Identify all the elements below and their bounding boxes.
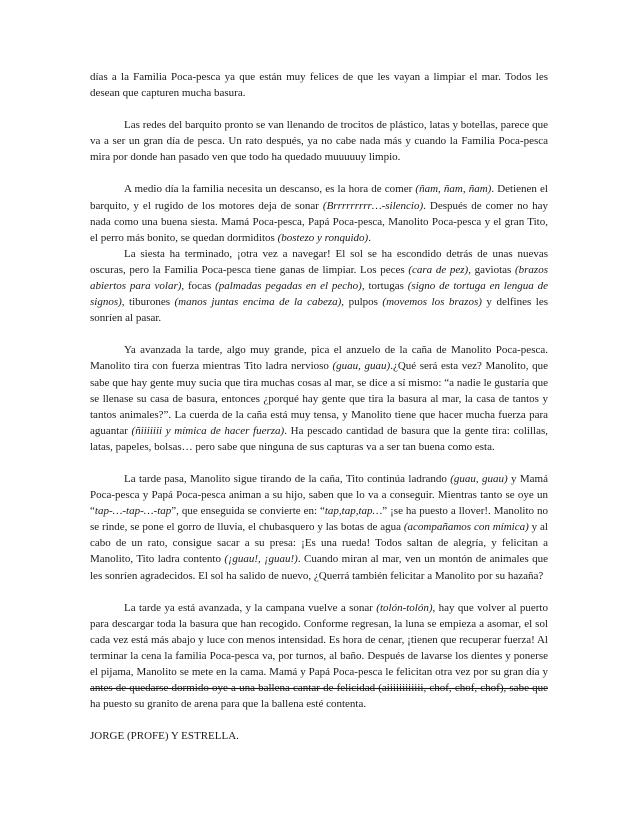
text-span: , tortugas	[361, 280, 408, 293]
text-span: , gaviotas	[468, 263, 515, 276]
text-span: La tarde pasa, Manolito sigue tirando de la caña, Tito continúa ladrando	[124, 472, 451, 485]
sound-effect: tap,tap,tap…	[324, 505, 383, 518]
text-span: . Después de comer no hay nada como una buena siesta. Mamá Poca-pesca, Papá Poca-pesca, Manolito Poca-pesca y el gran Tito, el perro más bonito, se quedan dormiditos	[90, 199, 548, 244]
sound-effect: (guau, guau)	[450, 472, 508, 485]
text-span: y delfines les sonríen al pasar.	[90, 296, 548, 325]
paragraph-5	[90, 342, 548, 455]
story-body	[90, 69, 548, 760]
text-span: . Detienen el barquito, y el rugido de los motores deja de sonar	[90, 183, 548, 212]
text-span: Ya avanzada la tarde, algo muy grande, pica el anzuelo de la caña de Manolito Poca-pesca. Manolito tira con fuerza mientras Tito ladra nervioso	[90, 344, 548, 373]
text-span: . Ha pescado cantidad de basura que la gente tira: colillas, latas, papeles, bolsas… pero sabe que ninguna de sus capturas va a ser tan buena como esta.	[90, 424, 548, 453]
text-span: La siesta ha terminado, ¡otra vez a navegar! El sol se ha escondido detrás de unas nuevas oscuras, pero la Familia Poca-pesca tiene ganas de limpiar. Los peces	[90, 247, 548, 276]
text-span: , pulpos	[341, 296, 383, 309]
gesture-cue: (palmadas pegadas en el pecho)	[215, 280, 362, 293]
text-span: ” ¡se ha puesto a llover!. Manolito no se rinde, se pone el gorro de lluvia, el chubasquero y las botas de agua	[90, 505, 548, 534]
text-span: , focas	[181, 280, 216, 293]
gesture-cue: (manos juntas encima de la cabeza)	[174, 296, 342, 309]
gesture-cue: (brazos abiertos para volar)	[90, 263, 548, 293]
text-span: .¿Qué será esta vez? Manolito, que sabe que hay gente muy sucia que tira muchas cosas al mar, se dice a sí mismo: “a nadie le gustaría que se llenase su casa de basura, entonces ¿porqué hay gente que tira la basura al mar, la casa de tantos y tantos animales?”. La cuerda de la caña está muy tensa, y Manolito tiene que hacer mucha fuerza para aguantar	[90, 360, 548, 437]
text-span: La tarde ya está avanzada, y la campana vuelve a sonar	[124, 601, 377, 614]
text-span: y Mamá Poca-pesca y Papá Poca-pesca animan a su hijo, saben que lo va a conseguir. Mientras tanto se oye un “	[90, 472, 548, 518]
text-span: , tiburones	[121, 296, 175, 309]
paragraph-3	[90, 181, 548, 245]
paragraph-6	[90, 471, 548, 584]
sound-effect: (ñam, ñam, ñam)	[415, 183, 492, 196]
gesture-cue: (cara de pez)	[408, 263, 469, 276]
sound-effect: (bostezo y ronquido)	[277, 231, 369, 244]
text-span: A medio día la familia necesita un descanso, es la hora de comer	[124, 183, 416, 196]
horizontal-rule	[90, 688, 548, 689]
text-span: . Cuando miran al mar, ven un montón de animales que les sonríen agradecidos. El sol ha salido de nuevo, ¿Querrá también felicitar a Manolito por su hazaña?	[90, 553, 548, 582]
paragraph-4	[90, 246, 548, 326]
gesture-cue: (movemos los brazos)	[382, 296, 482, 309]
author-signature: JORGE (PROFE) Y ESTRELLA.	[90, 730, 239, 743]
paragraph-1	[90, 69, 548, 101]
text-span: , hay que volver al puerto para descargar toda la basura que han recogido. Conforme regresan, la luna se empieza a asomar, el sol cada vez está más abajo y luce con menos intensidad. Es hora de cenar, ¡tienen que recuperar fuerza! Al terminar la cena la familia Poca-pesca va, por turnos, al baño. Después de lavarse los dientes y ponerse el pijama, Manolito se mete en la cama. Mamá y Papá Poca-pesca le felicitan otra vez por su gran día y antes de quedarse dormido oye a una ballena cantar de felicidad (aiiiiiiiiiiii, chof, chof, chof), sabe que ha puesto su granito de arena para que la ballena esté contenta.	[90, 601, 548, 711]
gesture-cue: (ñiiiiiii y mímica de hacer fuerza)	[131, 424, 285, 437]
gesture-cue: (acompañamos con mímica)	[403, 521, 529, 534]
sound-effect: tap-…-tap-…-tap	[94, 505, 172, 518]
text-span: días a la Familia Poca-pesca ya que están muy felices de que les vayan a limpiar el mar. Todos les desean que capturen mucha basura.	[90, 71, 548, 100]
sound-effect: (¡guau!, ¡guau!)	[224, 553, 298, 566]
text-span: ”, que enseguida se convierte en: “	[171, 505, 325, 518]
text-span: .	[368, 231, 371, 244]
text-span: y al cabo de un rato, consigue sacar a su presa: ¡Es una rueda! Todos saltan de alegría, y felicitan a Manolito, Tito ladra contento	[90, 521, 548, 566]
paragraph-2	[90, 117, 548, 165]
paragraph-7	[90, 600, 548, 713]
gesture-cue: (signo de tortuga en lengua de signos)	[90, 280, 548, 309]
sound-effect: (Brrrrrrrrr…-silencio)	[322, 199, 424, 212]
text-span: Las redes del barquito pronto se van llenando de trocitos de plástico, latas y botellas, parece que va a ser un gran día de pesca. Un rato después, ya no cabe nada más y cuando la Familia Poca-pesca mira por donde han pasado ven que todo ha quedado muuuuuy limpio.	[90, 119, 548, 164]
sound-effect: (guau, guau)	[332, 360, 391, 373]
sound-effect: (tolón-tolón)	[376, 601, 433, 614]
